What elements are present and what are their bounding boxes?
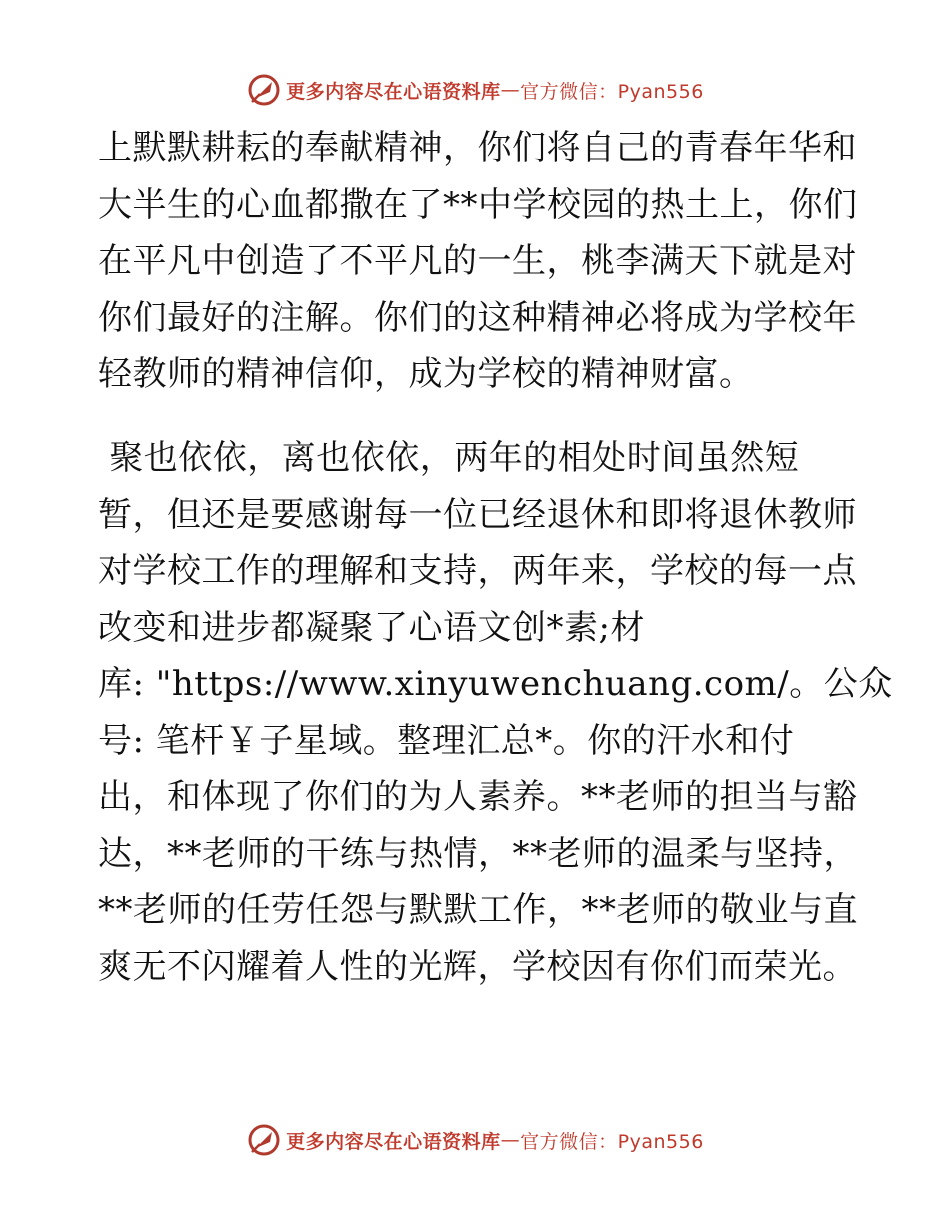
text-line: 爽无不闪耀着人性的光辉，学校因有你们而荣光。	[98, 946, 857, 987]
footer-brand-text: 更多内容尽在心语资料库	[286, 1130, 501, 1153]
text-line: 达，**老师的干练与热情，**老师的温柔与坚持，	[98, 833, 858, 874]
footer-dash: —	[500, 1129, 521, 1151]
text-line: 你们最好的注解。你们的这种精神必将成为学校年	[98, 297, 857, 338]
text-line: 聚也依依，离也依依，两年的相处时间虽然短	[98, 438, 800, 478]
text-line: **老师的任劳任怨与默默工作，**老师的敬业与直	[98, 890, 858, 930]
text-line: 对学校工作的理解和支持，两年来，学校的每一点	[98, 551, 857, 591]
paragraph-1	[98, 120, 858, 403]
quill-logo-icon	[246, 1122, 282, 1158]
footer-wechat-text: 官方微信：Pyan556	[520, 1130, 704, 1153]
header-wechat-text: 官方微信：Pyan556	[520, 80, 704, 103]
text-line: 大半生的心血都撒在了**中学校园的热土上，你们	[98, 184, 858, 225]
text-line: 轻教师的精神信仰，成为学校的精神财富。	[98, 354, 754, 394]
text-line: 上默默耕耘的奉献精神，你们将自己的青春年华和	[98, 128, 857, 168]
quill-logo-icon	[246, 72, 282, 108]
header-banner	[0, 70, 950, 110]
paragraph-2	[98, 430, 893, 995]
header-dash: —	[500, 79, 521, 101]
footer-banner	[0, 1120, 950, 1160]
text-line: 出，和体现了你们的为人素养。**老师的担当与豁	[98, 777, 858, 817]
text-line: 改变和进步都凝聚了心语文创*素;材	[98, 607, 645, 648]
header-brand-text: 更多内容尽在心语资料库	[286, 80, 501, 103]
text-line: 库: "https://www.xinyuwenchuang.com/。公众	[98, 664, 893, 704]
text-line: 在平凡中创造了不平凡的一生，桃李满天下就是对	[98, 241, 857, 281]
text-line: 暂，但还是要感谢每一位已经退休和即将退休教师	[98, 494, 857, 535]
text-line: 号: 笔杆￥子星域。整理汇总*。你的汗水和付	[98, 720, 795, 761]
